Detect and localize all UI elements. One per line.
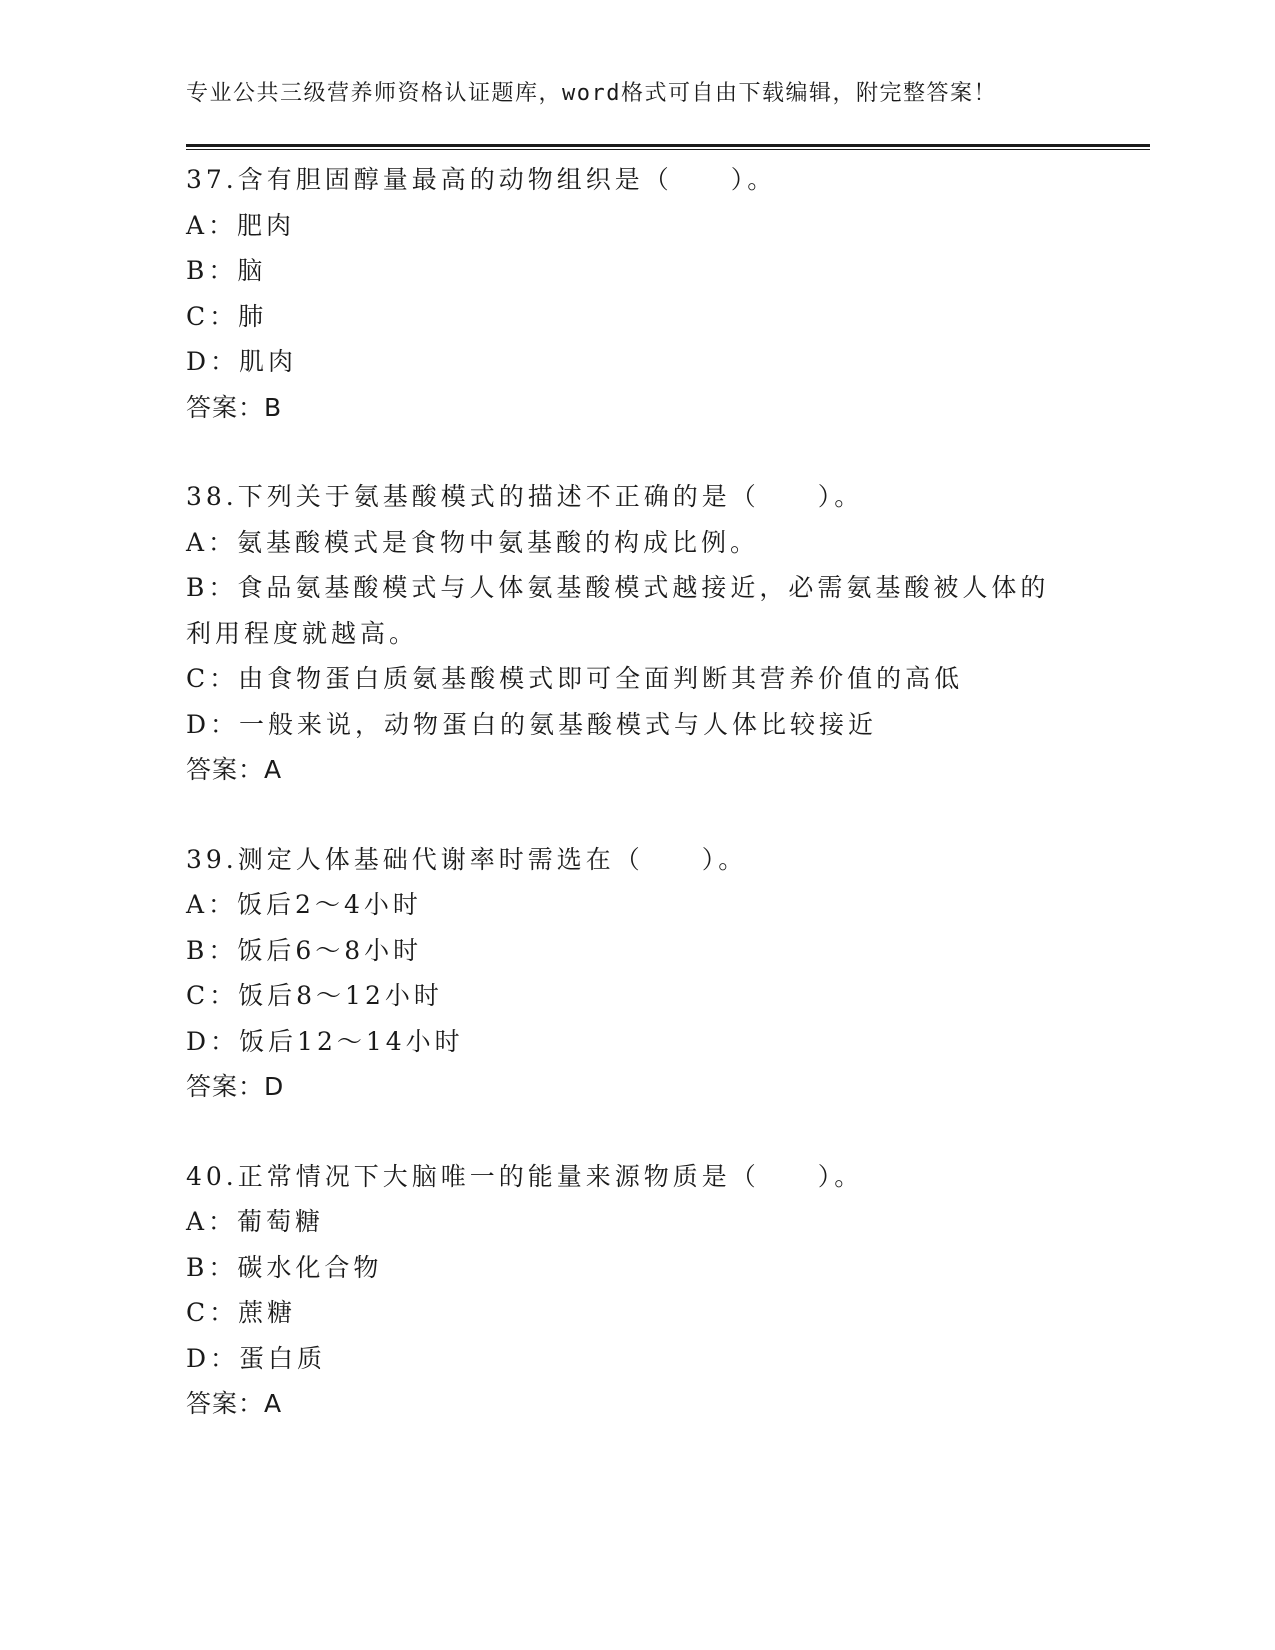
question-40 xyxy=(186,1154,1086,1427)
option-b: B：脑 xyxy=(186,256,267,285)
answer: 答案：A xyxy=(186,1389,283,1418)
option-c: C：蔗糖 xyxy=(186,1298,297,1327)
option-d: D：肌肉 xyxy=(186,347,298,376)
option-a: A：饭后2～4小时 xyxy=(186,890,422,919)
question-list xyxy=(186,157,1086,1471)
option-a: A：葡萄糖 xyxy=(186,1207,325,1236)
question-39 xyxy=(186,837,1086,1110)
option-d: D：饭后12～14小时 xyxy=(186,1026,464,1056)
option-a: A：氨基酸模式是食物中氨基酸的构成比例。 xyxy=(186,527,760,557)
question-stem: 38.下列关于氨基酸模式的描述不正确的是（ ）。 xyxy=(186,482,864,511)
question-stem: 40.正常情况下大脑唯一的能量来源物质是（ ）。 xyxy=(186,1161,864,1191)
option-c: C：由食物蛋白质氨基酸模式即可全面判断其营养价值的高低 xyxy=(186,664,964,693)
option-d: D：蛋白质 xyxy=(186,1343,327,1373)
answer: 答案：B xyxy=(186,392,283,422)
option-b: B：饭后6～8小时 xyxy=(186,935,423,965)
header-rule-thick xyxy=(186,144,1150,147)
question-stem: 37.含有胆固醇量最高的动物组织是（ ）。 xyxy=(186,165,777,194)
option-c: C：饭后8～12小时 xyxy=(186,981,443,1010)
option-a: A：肥肉 xyxy=(186,210,296,240)
question-stem: 39.测定人体基础代谢率时需选在（ ）。 xyxy=(186,844,748,874)
question-38 xyxy=(186,474,1086,793)
option-d: D：一般来说，动物蛋白的氨基酸模式与人体比较接近 xyxy=(186,709,878,739)
option-b: B：碳水化合物 xyxy=(186,1252,383,1282)
answer: 答案：A xyxy=(186,755,283,784)
page-header: 专业公共三级营养师资格认证题库，word格式可自由下载编辑，附完整答案！ xyxy=(186,81,997,106)
answer: 答案：D xyxy=(186,1072,285,1101)
option-c: C：肺 xyxy=(186,301,268,331)
question-37 xyxy=(186,157,1086,430)
header-rule-thin xyxy=(186,149,1150,150)
option-b: B：食品氨基酸模式与人体氨基酸模式越接近，必需氨基酸被人体的利用程度就越高。 xyxy=(186,573,1050,648)
